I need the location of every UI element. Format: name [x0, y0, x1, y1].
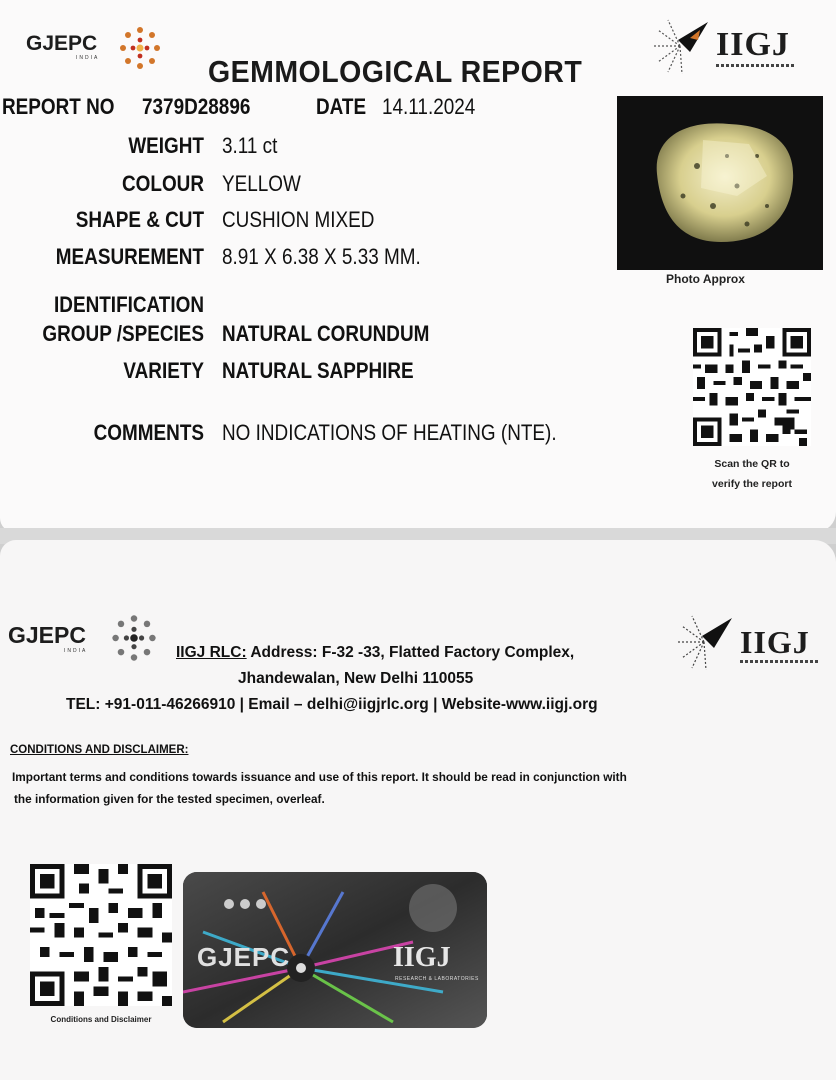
address-line2: Jhandewalan, New Delhi 110055: [238, 670, 474, 687]
security-hologram: [183, 872, 487, 1028]
comments-value: NO INDICATIONS OF HEATING (NTE).: [222, 420, 557, 445]
address-line1: Address: F-32 -33, Flatted Factory Complex,: [250, 644, 575, 661]
qr-caption-line1: Scan the QR to: [714, 458, 790, 470]
hologram-sub-text: RESEARCH & LABORATORIES: [395, 976, 479, 982]
weight-value: 3.11 ct: [222, 133, 278, 158]
conditions-title: CONDITIONS AND DISCLAIMER:: [10, 744, 189, 756]
qr-caption-line2: verify the report: [712, 478, 792, 490]
hologram-iigj-text: IIGJ: [393, 942, 451, 973]
report-front-card: [0, 0, 836, 532]
iigj-logo-tagline: [716, 64, 796, 67]
gem-photo: [617, 96, 823, 270]
contact-line: TEL: +91-011-46266910 | Email – delhi@iigjrlc.org | Website-www.iigj.org: [66, 696, 598, 713]
qr-code-icon: [693, 328, 811, 446]
identification-label: IDENTIFICATION: [54, 292, 205, 317]
report-no-value: 7379D28896: [142, 94, 251, 119]
gjepc-logo-sub-back: INDIA: [64, 648, 88, 654]
colour-value: YELLOW: [222, 171, 301, 196]
gjepc-logo-sub: INDIA: [76, 55, 100, 61]
conditions-qr-code[interactable]: [30, 864, 172, 1006]
iigj-starburst-icon-back: [674, 612, 736, 672]
measurement-label: MEASUREMENT: [55, 244, 204, 269]
gjepc-logo-text: GJEPC: [26, 32, 98, 55]
iigj-logo-text-back: IIGJ: [740, 624, 810, 660]
conditions-qr-caption: Conditions and Disclaimer: [50, 1015, 152, 1024]
weight-label: WEIGHT: [128, 133, 204, 158]
gjepc-logo-text-back: GJEPC: [8, 622, 86, 648]
group-species-label: GROUP /SPECIES: [42, 321, 205, 346]
verify-qr-code[interactable]: [693, 328, 811, 446]
gem-stone-icon: [617, 96, 823, 270]
photo-caption: Photo Approx: [666, 272, 745, 286]
date-label: DATE: [316, 94, 367, 119]
group-species-value: NATURAL CORUNDUM: [222, 321, 430, 346]
conditions-line2: the information given for the tested specimen, overleaf.: [14, 792, 325, 806]
colour-label: COLOUR: [122, 171, 204, 196]
report-back-card: [0, 540, 836, 1080]
iigj-starburst-icon: [650, 16, 712, 76]
qr-caption: [692, 454, 812, 494]
variety-label: VARIETY: [123, 358, 204, 383]
iigj-logo-tagline-back: [740, 660, 818, 663]
hologram-gjepc-text: GJEPC: [197, 942, 291, 972]
address-block: [176, 644, 574, 662]
gjepc-emblem-icon: [116, 24, 164, 72]
variety-value: NATURAL SAPPHIRE: [222, 358, 414, 383]
comments-label: COMMENTS: [93, 420, 204, 445]
shape-cut-value: CUSHION MIXED: [222, 207, 375, 232]
shape-cut-label: SHAPE & CUT: [75, 207, 204, 232]
report-title: GEMMOLOGICAL REPORT: [208, 54, 583, 89]
gjepc-emblem-icon-back: [108, 612, 160, 664]
report-no-label: REPORT NO: [2, 94, 115, 119]
conditions-line1: Important terms and conditions towards issuance and use of this report. It should be read in conjunction with: [12, 770, 627, 784]
measurement-value: 8.91 X 6.38 X 5.33 MM.: [222, 244, 421, 269]
date-value: 14.11.2024: [382, 94, 476, 119]
qr-code-icon: [30, 864, 172, 1006]
iigj-logo-text: IIGJ: [716, 26, 790, 63]
address-label: IIGJ RLC:: [176, 644, 247, 661]
